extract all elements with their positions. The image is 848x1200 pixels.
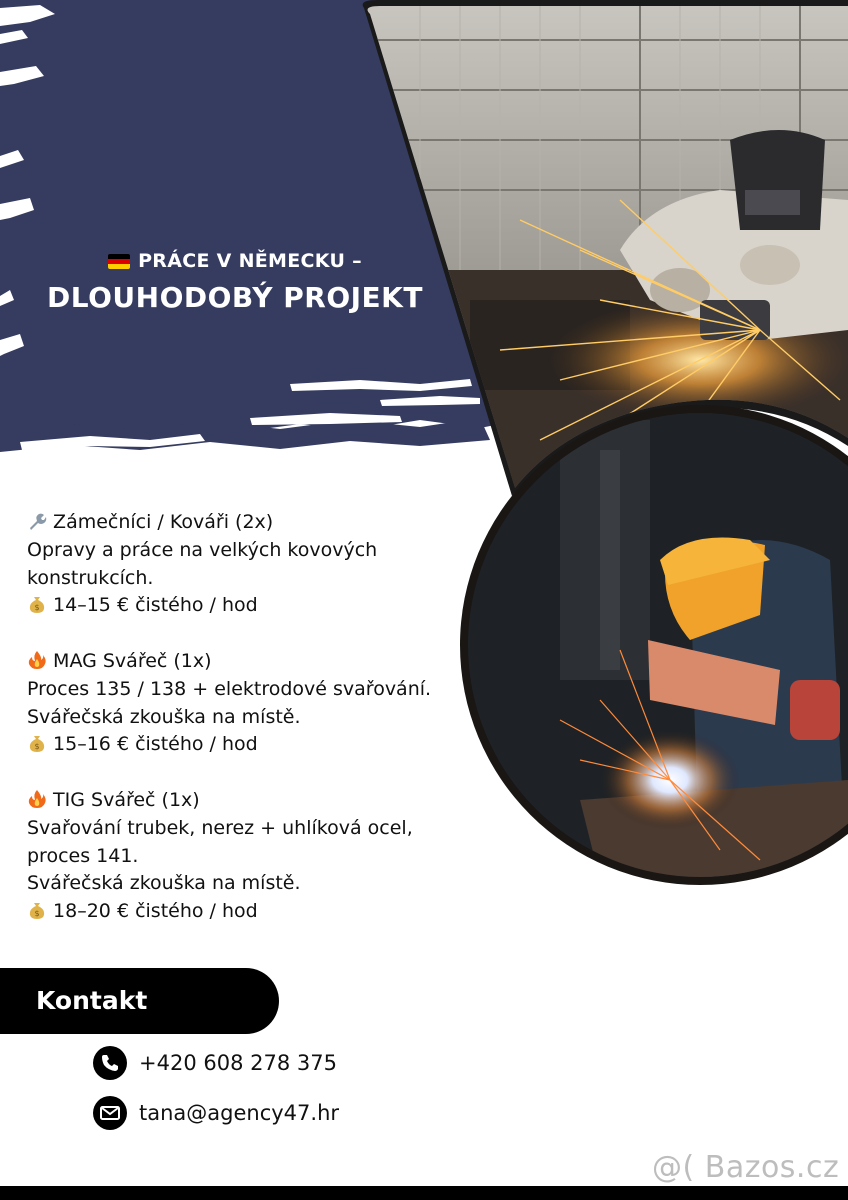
title-line-1-text: PRÁCE V NĚMECKU – bbox=[138, 250, 362, 272]
job-title: TIG Svářeč (1x) bbox=[53, 788, 200, 811]
job-list bbox=[27, 509, 457, 954]
bottom-bar bbox=[0, 1186, 848, 1200]
job-pay: 15–16 € čistého / hod bbox=[53, 733, 258, 756]
job-pay: 18–20 € čistého / hod bbox=[53, 900, 258, 923]
job-desc-line: Opravy a práce na velkých kovových bbox=[27, 538, 378, 561]
money-bag-icon bbox=[27, 595, 47, 613]
job-desc-line: konstrukcích. bbox=[27, 566, 154, 589]
job-desc-line: Proces 135 / 138 + elektrodové svařování. bbox=[27, 677, 432, 700]
contact-header bbox=[0, 968, 279, 1034]
job-item-mag-welder bbox=[27, 648, 457, 759]
job-desc-line: proces 141. bbox=[27, 844, 139, 867]
money-bag-icon bbox=[27, 734, 47, 752]
job-title: MAG Svářeč (1x) bbox=[53, 649, 212, 672]
svg-text:$: $ bbox=[34, 742, 40, 752]
fire-icon bbox=[27, 790, 47, 808]
email-address[interactable]: tana@agency47.hr bbox=[139, 1101, 340, 1125]
contact-phone-row[interactable] bbox=[93, 1046, 337, 1080]
job-item-tig-welder bbox=[27, 787, 457, 926]
job-desc-line: Svářečská zkouška na místě. bbox=[27, 872, 301, 895]
mail-icon bbox=[93, 1096, 127, 1130]
fire-icon bbox=[27, 651, 47, 669]
job-pay-line bbox=[27, 592, 457, 620]
job-pay: 14–15 € čistého / hod bbox=[53, 594, 258, 617]
job-title-line bbox=[27, 509, 457, 537]
watermark: @( Bazos.cz bbox=[652, 1150, 840, 1185]
job-desc-line: Svářečská zkouška na místě. bbox=[27, 705, 301, 728]
phone-icon bbox=[93, 1046, 127, 1080]
svg-text:$: $ bbox=[34, 909, 40, 919]
title-line-2: DLOUHODOBÝ PROJEKT bbox=[47, 280, 423, 314]
job-item-locksmith bbox=[27, 509, 457, 620]
job-desc-line: Svařování trubek, nerez + uhlíková ocel, bbox=[27, 816, 413, 839]
job-title-line bbox=[27, 787, 457, 815]
phone-number[interactable]: +420 608 278 375 bbox=[139, 1051, 337, 1075]
money-bag-icon bbox=[27, 901, 47, 919]
job-pay-line bbox=[27, 898, 457, 926]
contact-email-row[interactable] bbox=[93, 1096, 339, 1130]
job-pay-line bbox=[27, 731, 457, 759]
svg-text:$: $ bbox=[34, 603, 40, 613]
wrench-icon bbox=[27, 512, 47, 530]
contact-label: Kontakt bbox=[36, 986, 148, 1015]
job-title: Zámečníci / Kováři (2x) bbox=[53, 511, 274, 533]
job-title-line bbox=[27, 648, 457, 676]
